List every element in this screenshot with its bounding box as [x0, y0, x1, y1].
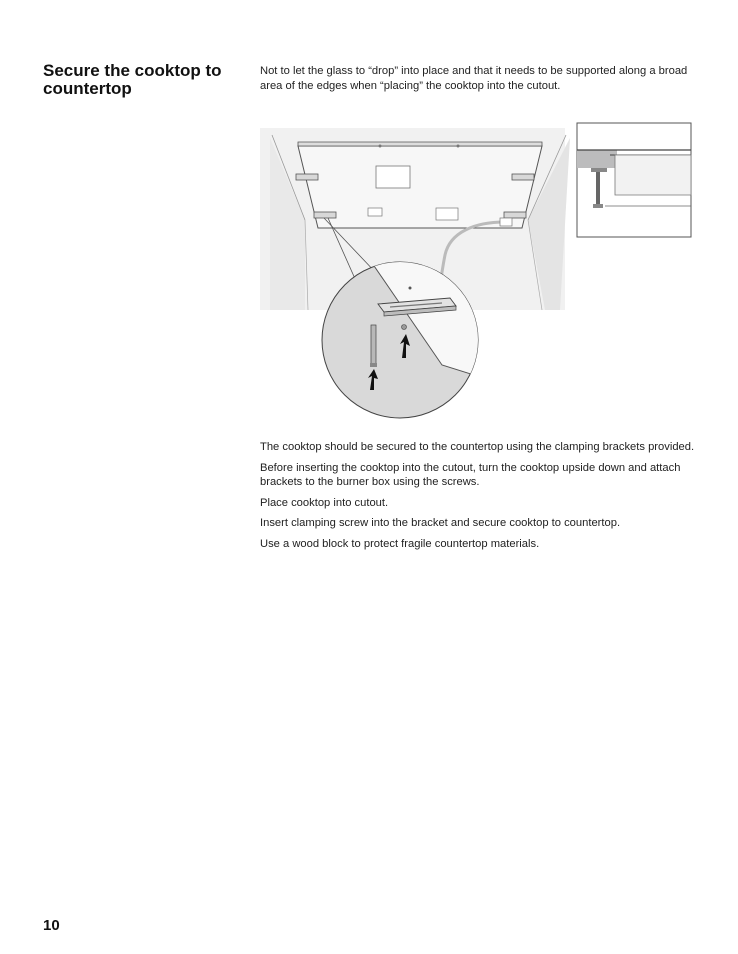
instruction-paragraph: Before inserting the cooktop into the cutout, turn the cooktop upside down and attach brackets to the burner box using the screws. — [260, 461, 681, 489]
page-number: 10 — [43, 917, 60, 934]
cooktop-label-plate — [376, 166, 410, 188]
installation-illustration — [260, 120, 700, 420]
clamping-screw — [371, 325, 376, 365]
inset-cross-section — [577, 123, 691, 237]
bracket-bottom-left — [314, 212, 336, 218]
bracket-top-left — [296, 174, 318, 180]
section-title: Secure the cooktop to countertop — [43, 61, 222, 98]
instruction-paragraph: The cooktop should be secured to the countertop using the clamping brackets provided. — [260, 441, 695, 453]
bracket-bottom-right — [504, 212, 526, 218]
instruction-paragraph: Use a wood block to protect fragile countertop materials. — [260, 537, 540, 550]
intro-text: Not to let the glass to “drop” into place and that it needs to be supported along a broad area of the edges when “placing” the cooktop into the cutout. — [260, 65, 688, 92]
instruction-paragraph: Place cooktop into cutout. — [260, 496, 389, 509]
instruction-paragraph: Insert clamping screw into the bracket and secure cooktop to countertop. — [260, 517, 621, 530]
instructions — [260, 440, 700, 558]
bracket-top-right — [512, 174, 534, 180]
